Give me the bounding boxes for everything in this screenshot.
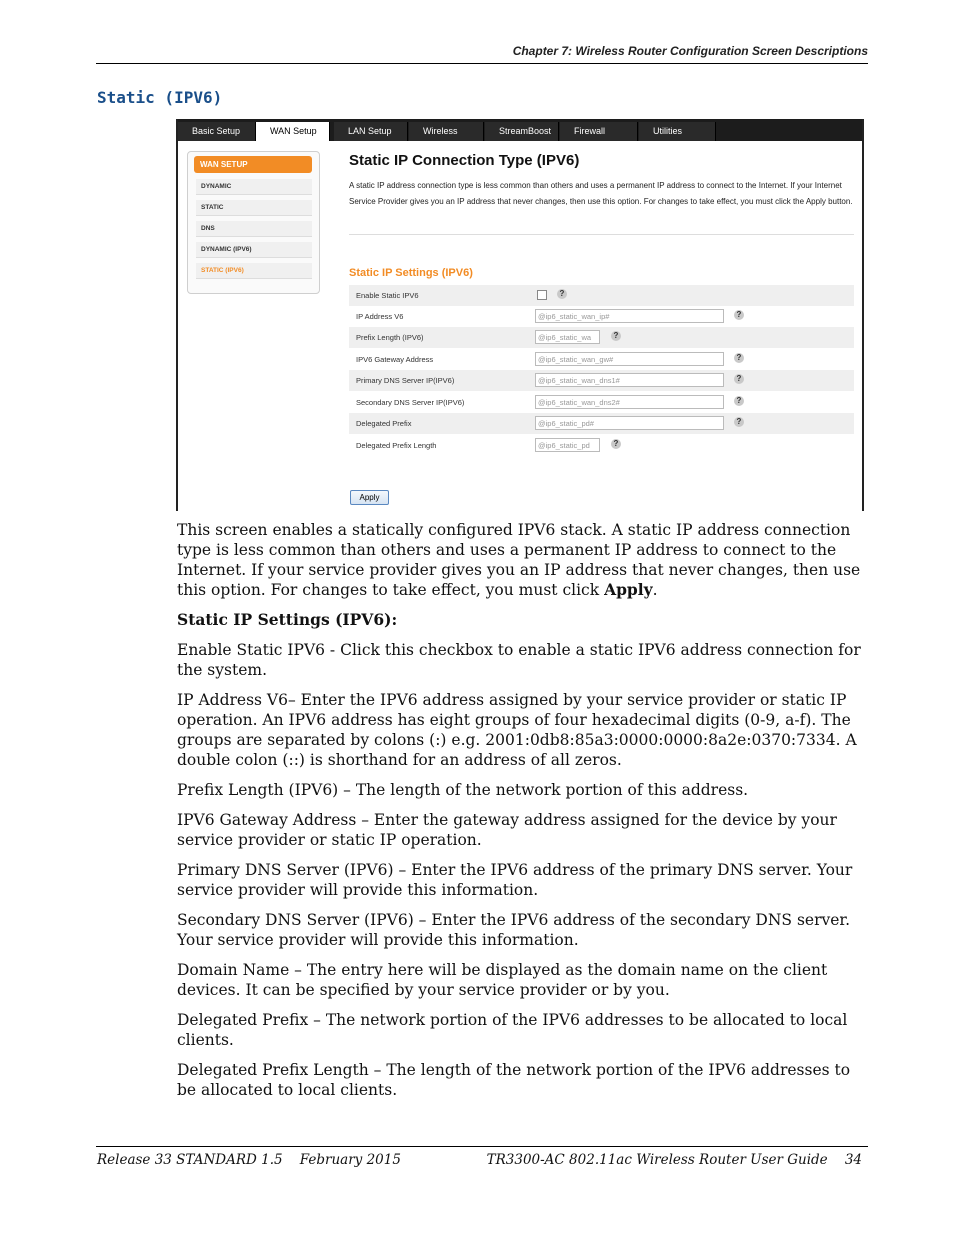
field-label: Delegated Prefix Length — [356, 441, 437, 450]
sidebar-heading: WAN SETUP — [194, 156, 312, 173]
row-gateway-address — [349, 349, 854, 370]
row-prefix-length — [349, 327, 854, 348]
sidebar-item-static-ipv6[interactable]: STATIC (IPV6) — [196, 263, 312, 279]
help-icon[interactable]: ? — [734, 374, 744, 384]
intro-end: . — [652, 581, 658, 599]
paragraph-prefix-length: Prefix Length (IPV6) – The length of the network portion of this address. — [177, 781, 749, 799]
apply-emphasis: Apply — [604, 580, 653, 599]
chapter-number: Chapter 7 — [512, 44, 569, 58]
paragraph-delegated-prefix: Delegated Prefix – The network portion of the IPV6 addresses to be allocated to local clients. — [177, 1011, 848, 1049]
intro-paragraph — [177, 520, 867, 600]
tab-utilities[interactable]: Utilities — [639, 122, 716, 141]
field-label: Delegated Prefix — [356, 419, 412, 428]
help-icon[interactable]: ? — [557, 289, 567, 299]
settings-heading-text: Static IP Settings (IPV6): — [177, 610, 398, 629]
paragraph-secondary-dns: Secondary DNS Server (IPV6) – Enter the IPV6 address of the secondary DNS server. Your service provider will provide this information. — [177, 911, 851, 949]
paragraph-primary-dns: Primary DNS Server (IPV6) – Enter the IPV6 address of the primary DNS server. Your service provider will provide this information. — [177, 861, 853, 899]
row-delegated-prefix — [349, 413, 854, 434]
footer-rule — [96, 1146, 868, 1147]
primary-dns-input[interactable]: @ip6_static_wan_dns1# — [535, 373, 724, 387]
sidebar-item-dynamic[interactable]: DYNAMIC — [196, 179, 312, 195]
connection-type-description: A static IP address connection type is less common than others and uses a permanent IP address to connect to the Internet. If your Internet Service Provider gives you an IP address that never changes, then use this option. For changes to take effect, you must click the Apply button. — [349, 181, 853, 206]
row-enable-static-ipv6 — [349, 285, 854, 306]
delegated-prefix-length-input[interactable]: @ip6_static_pd — [535, 438, 600, 452]
help-icon[interactable]: ? — [611, 439, 621, 449]
field-label: Primary DNS Server IP(IPV6) — [356, 376, 455, 385]
tab-lan-setup[interactable]: LAN Setup — [334, 122, 408, 141]
settings-title: Static IP Settings (IPV6) — [349, 267, 473, 279]
wan-sidebar — [187, 151, 320, 294]
help-icon[interactable]: ? — [611, 331, 621, 341]
field-label: Enable Static IPV6 — [356, 291, 419, 300]
field-label: Prefix Length (IPV6) — [356, 333, 424, 342]
tab-wan-setup[interactable]: WAN Setup — [256, 122, 330, 141]
tab-firewall[interactable]: Firewall — [560, 122, 638, 141]
intro-text: This screen enables a statically configured IPV6 stack. A static IP address connection type is less common than others and uses a permanent IP address to connect to the Internet. If your service provider gives you an IP address that never changes, then use this option. For changes to take effect, you must click — [177, 521, 861, 599]
help-icon[interactable]: ? — [734, 396, 744, 406]
field-label: IP Address V6 — [356, 312, 404, 321]
tab-bar — [178, 119, 862, 141]
section-title: Static (IPV6) — [97, 88, 223, 107]
chapter-title: : Wireless Router Configuration Screen Descriptions — [568, 44, 868, 58]
secondary-dns-input[interactable]: @ip6_static_wan_dns2# — [535, 395, 724, 409]
row-delegated-prefix-length — [349, 435, 854, 456]
paragraph-ip-address: IP Address V6– Enter the IPV6 address assigned by your service provider or static IP operation. An IPV6 address has eight groups of four hexadecimal digits (0-9, a-f). The groups are separated by colons (:) e.g. 2001:0db8:85a3:0000:0000:8a2e:0370:7334. A double colon (::) is shorthand for an address of all zeros. — [177, 691, 857, 769]
footer-release: Release 33 STANDARD 1.5 February 2015 — [97, 1152, 401, 1168]
apply-button[interactable]: Apply — [350, 490, 389, 505]
settings-heading — [177, 610, 867, 630]
paragraph-enable-static: Enable Static IPV6 - Click this checkbox to enable a static IPV6 address connection for the system. — [177, 641, 861, 679]
content-divider — [349, 234, 854, 235]
help-icon[interactable]: ? — [734, 310, 744, 320]
row-primary-dns — [349, 370, 854, 391]
enable-static-ipv6-checkbox[interactable] — [537, 290, 547, 300]
tab-streamboost[interactable]: StreamBoost — [485, 122, 559, 141]
router-screenshot — [176, 119, 864, 511]
field-label: Secondary DNS Server IP(IPV6) — [356, 398, 465, 407]
sidebar-item-dynamic-ipv6[interactable]: DYNAMIC (IPV6) — [196, 242, 312, 258]
delegated-prefix-input[interactable]: @ip6_static_pd# — [535, 416, 724, 430]
row-ip-address-v6 — [349, 306, 854, 327]
header-rule — [96, 63, 868, 64]
field-label: IPV6 Gateway Address — [356, 355, 434, 364]
footer-guide-page: TR3300-AC 802.11ac Wireless Router User Guide 34 — [486, 1152, 862, 1168]
help-icon[interactable]: ? — [734, 353, 744, 363]
prefix-length-input[interactable]: @ip6_static_wa — [535, 330, 600, 344]
sidebar-item-dns[interactable]: DNS — [196, 221, 312, 237]
ip-address-v6-input[interactable]: @ip6_static_wan_ip# — [535, 309, 724, 323]
paragraph-domain-name: Domain Name – The entry here will be displayed as the domain name on the client devices. It can be specified by your service provider or by you. — [177, 961, 828, 999]
paragraph-delegated-prefix-length: Delegated Prefix Length – The length of the network portion of the IPV6 addresses to be allocated to local clients. — [177, 1061, 851, 1099]
sidebar-item-static[interactable]: STATIC — [196, 200, 312, 216]
tab-basic-setup[interactable]: Basic Setup — [178, 122, 256, 141]
body-text — [177, 520, 867, 1110]
row-secondary-dns — [349, 392, 854, 413]
help-icon[interactable]: ? — [734, 417, 744, 427]
tab-wireless[interactable]: Wireless — [409, 122, 484, 141]
connection-type-title: Static IP Connection Type (IPV6) — [349, 152, 580, 169]
gateway-address-input[interactable]: @ip6_static_wan_gw# — [535, 352, 724, 366]
running-header — [96, 44, 868, 58]
paragraph-gateway: IPV6 Gateway Address – Enter the gateway address assigned for the device by your service provider or static IP operation. — [177, 811, 837, 849]
